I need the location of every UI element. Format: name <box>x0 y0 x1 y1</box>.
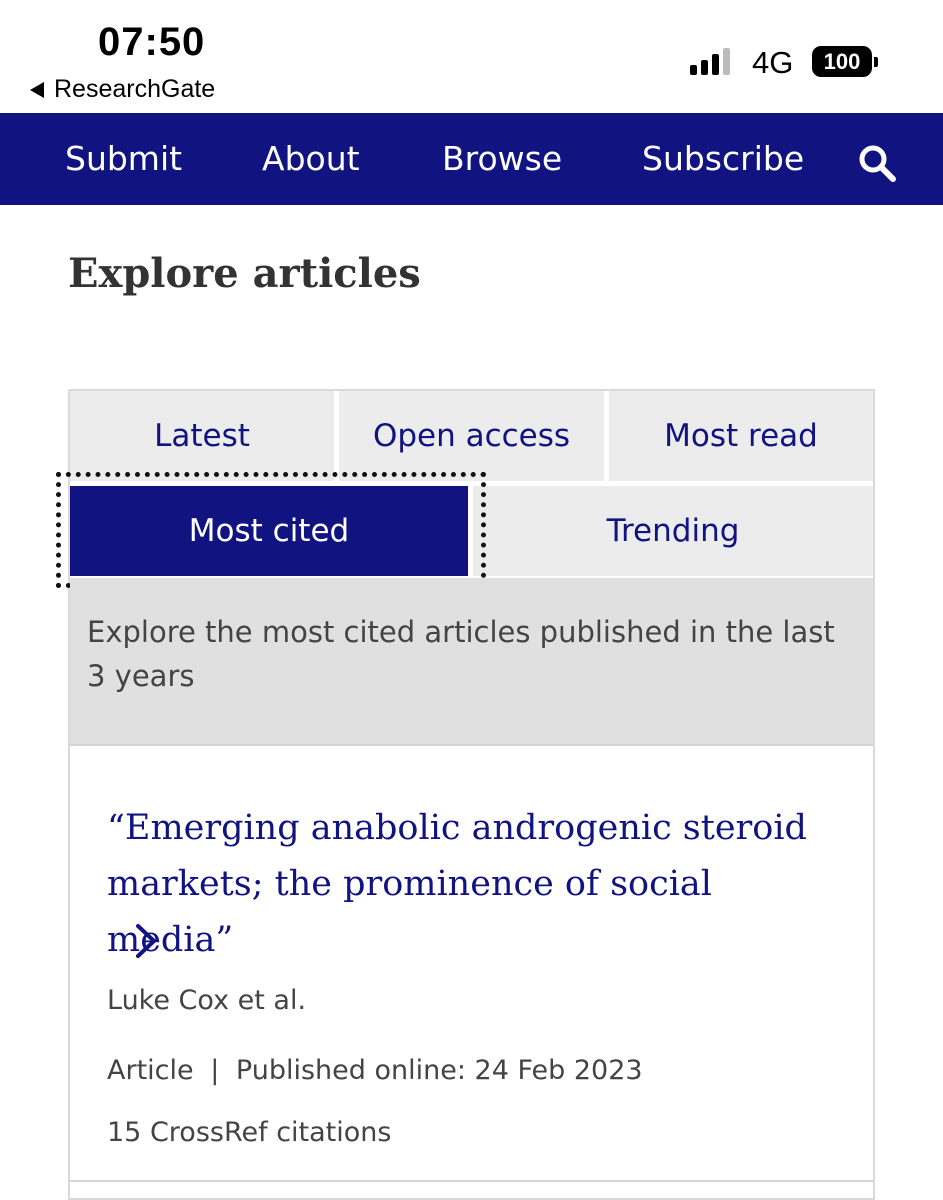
nav-about[interactable]: About <box>262 139 360 178</box>
divider <box>70 744 873 746</box>
back-arrow-icon <box>30 82 44 98</box>
article-title-link[interactable]: “Emerging anabolic androgenic steroid markets; the prominence of social media” <box>107 808 807 960</box>
divider <box>70 1180 873 1182</box>
tab-most-read[interactable]: Most read <box>609 391 873 481</box>
status-bar <box>0 0 943 113</box>
article-authors: Luke Cox et al. <box>107 985 307 1016</box>
tab-latest[interactable]: Latest <box>70 391 334 481</box>
article-meta <box>107 1055 643 1086</box>
search-icon[interactable] <box>857 143 897 183</box>
article-type: Article <box>107 1055 194 1086</box>
tab-description: Explore the most cited articles published in the last 3 years <box>87 615 835 693</box>
back-to-app-button[interactable] <box>30 75 215 104</box>
page-title: Explore articles <box>68 250 421 297</box>
clock: 07:50 <box>98 20 206 64</box>
meta-separator: | <box>210 1055 220 1086</box>
battery-icon <box>812 46 878 77</box>
nav-browse[interactable]: Browse <box>442 139 563 178</box>
tab-description-panel <box>70 578 873 744</box>
nav-subscribe[interactable]: Subscribe <box>642 139 805 178</box>
signal-icon <box>690 47 730 75</box>
tab-trending[interactable]: Trending <box>473 486 873 576</box>
tab-most-cited[interactable]: Most cited <box>70 486 468 576</box>
top-nav-bar <box>0 113 943 205</box>
article-published-date: Published online: 24 Feb 2023 <box>235 1055 643 1086</box>
network-type: 4G <box>752 45 794 80</box>
battery-level: 100 <box>812 46 872 77</box>
back-app-label: ResearchGate <box>54 75 216 103</box>
tab-open-access[interactable]: Open access <box>339 391 604 481</box>
nav-submit[interactable]: Submit <box>65 139 183 178</box>
article-citations: 15 CrossRef citations <box>107 1117 392 1148</box>
chevron-right-icon[interactable] <box>130 922 160 960</box>
